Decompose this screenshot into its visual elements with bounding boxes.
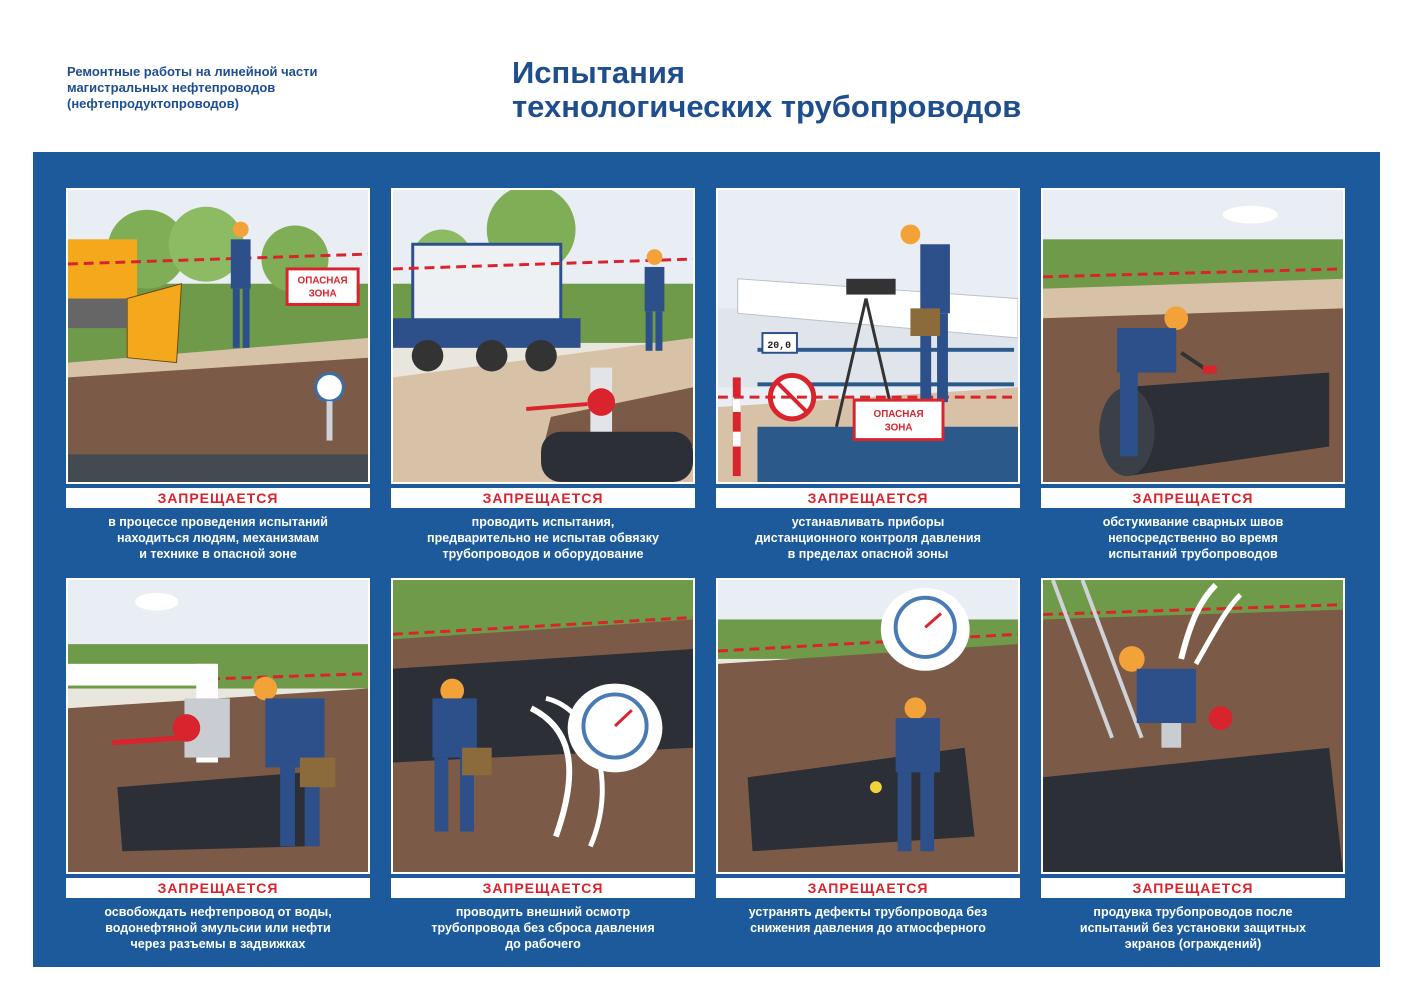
prohibition-banner: ЗАПРЕЩАЕТСЯ xyxy=(66,878,370,898)
prohibition-banner: ЗАПРЕЩАЕТСЯ xyxy=(716,878,1020,898)
prohibition-banner: ЗАПРЕЩАЕТСЯ xyxy=(391,878,695,898)
caption-line: в пределах опасной зоны xyxy=(787,547,949,561)
prohibition-banner: ЗАПРЕЩАЕТСЯ xyxy=(391,488,695,508)
poster-board xyxy=(33,152,1380,967)
caption-line: трубопровода без сброса давления xyxy=(431,921,655,935)
caption-line: устранять дефекты трубопровода без xyxy=(748,905,988,919)
caption-line: до рабочего xyxy=(505,937,581,951)
illustration-panel-7 xyxy=(716,578,1020,874)
caption-line: и технике в опасной зоне xyxy=(139,547,297,561)
pressure-gauge-icon xyxy=(583,694,646,757)
panel-caption xyxy=(66,904,370,952)
panel-caption xyxy=(391,904,695,952)
caption-line: освобождать нефтепровод от воды, xyxy=(104,905,332,919)
panel-caption xyxy=(391,514,695,562)
caption-line: через разъемы в задвижках xyxy=(130,937,306,951)
title-line: технологических трубопроводов xyxy=(512,89,1022,124)
pressure-display-value: 20,0 xyxy=(767,339,792,351)
prohibition-banner: ЗАПРЕЩАЕТСЯ xyxy=(1041,488,1345,508)
illustration-panel-2 xyxy=(391,188,695,484)
illustration-panel-6 xyxy=(391,578,695,874)
prohibition-banner: ЗАПРЕЩАЕТСЯ xyxy=(716,488,1020,508)
subtitle-line: Ремонтные работы на линейной части xyxy=(67,64,318,79)
caption-line: обстукивание сварных швов xyxy=(1102,515,1284,529)
illustration-panel-5 xyxy=(66,578,370,874)
caption-line: испытаний без установки защитных xyxy=(1079,921,1307,935)
caption-line: водонефтяной эмульсии или нефти xyxy=(105,921,331,935)
prohibition-banner: ЗАПРЕЩАЕТСЯ xyxy=(66,488,370,508)
caption-line: устанавливать приборы xyxy=(791,515,945,529)
prohibition-banner: ЗАПРЕЩАЕТСЯ xyxy=(1041,878,1345,898)
caption-line: продувка трубопроводов после xyxy=(1093,905,1293,919)
sign-line: ОПАСНАЯ xyxy=(297,275,348,287)
caption-line: непосредственно во время xyxy=(1108,531,1278,545)
pressure-gauge-icon xyxy=(896,598,955,657)
caption-line: трубопроводов и оборудование xyxy=(442,547,644,561)
caption-line: предварительно не испытав обвязку xyxy=(427,531,659,545)
caption-line: в процессе проведения испытаний xyxy=(108,515,328,529)
panel-caption xyxy=(716,514,1020,562)
caption-line: проводить внешний осмотр xyxy=(455,905,631,919)
sign-line: ЗОНА xyxy=(884,422,913,434)
subtitle-line: магистральных нефтепроводов xyxy=(67,80,276,95)
sign-line: ОПАСНАЯ xyxy=(873,408,924,420)
caption-line: проводить испытания, xyxy=(471,515,615,529)
caption-line: дистанционного контроля давления xyxy=(755,531,981,545)
illustration-panel-8 xyxy=(1041,578,1345,874)
sign-line: ЗОНА xyxy=(308,288,337,300)
panel-caption xyxy=(716,904,1020,936)
illustration-panel-1 xyxy=(66,188,370,484)
panel-caption xyxy=(66,514,370,562)
page-title xyxy=(512,56,1212,124)
panel-caption xyxy=(1041,514,1345,562)
caption-line: испытаний трубопроводов xyxy=(1108,547,1278,561)
title-line: Испытания xyxy=(512,55,686,90)
caption-line: экранов (ограждений) xyxy=(1124,937,1262,951)
subtitle-line: (нефтепродуктопроводов) xyxy=(67,96,239,111)
caption-line: снижения давления до атмосферного xyxy=(750,921,986,935)
panel-caption xyxy=(1041,904,1345,952)
subtitle xyxy=(67,64,407,112)
illustration-panel-3 xyxy=(716,188,1020,484)
caption-line: находиться людям, механизмам xyxy=(117,531,319,545)
illustration-panel-4 xyxy=(1041,188,1345,484)
